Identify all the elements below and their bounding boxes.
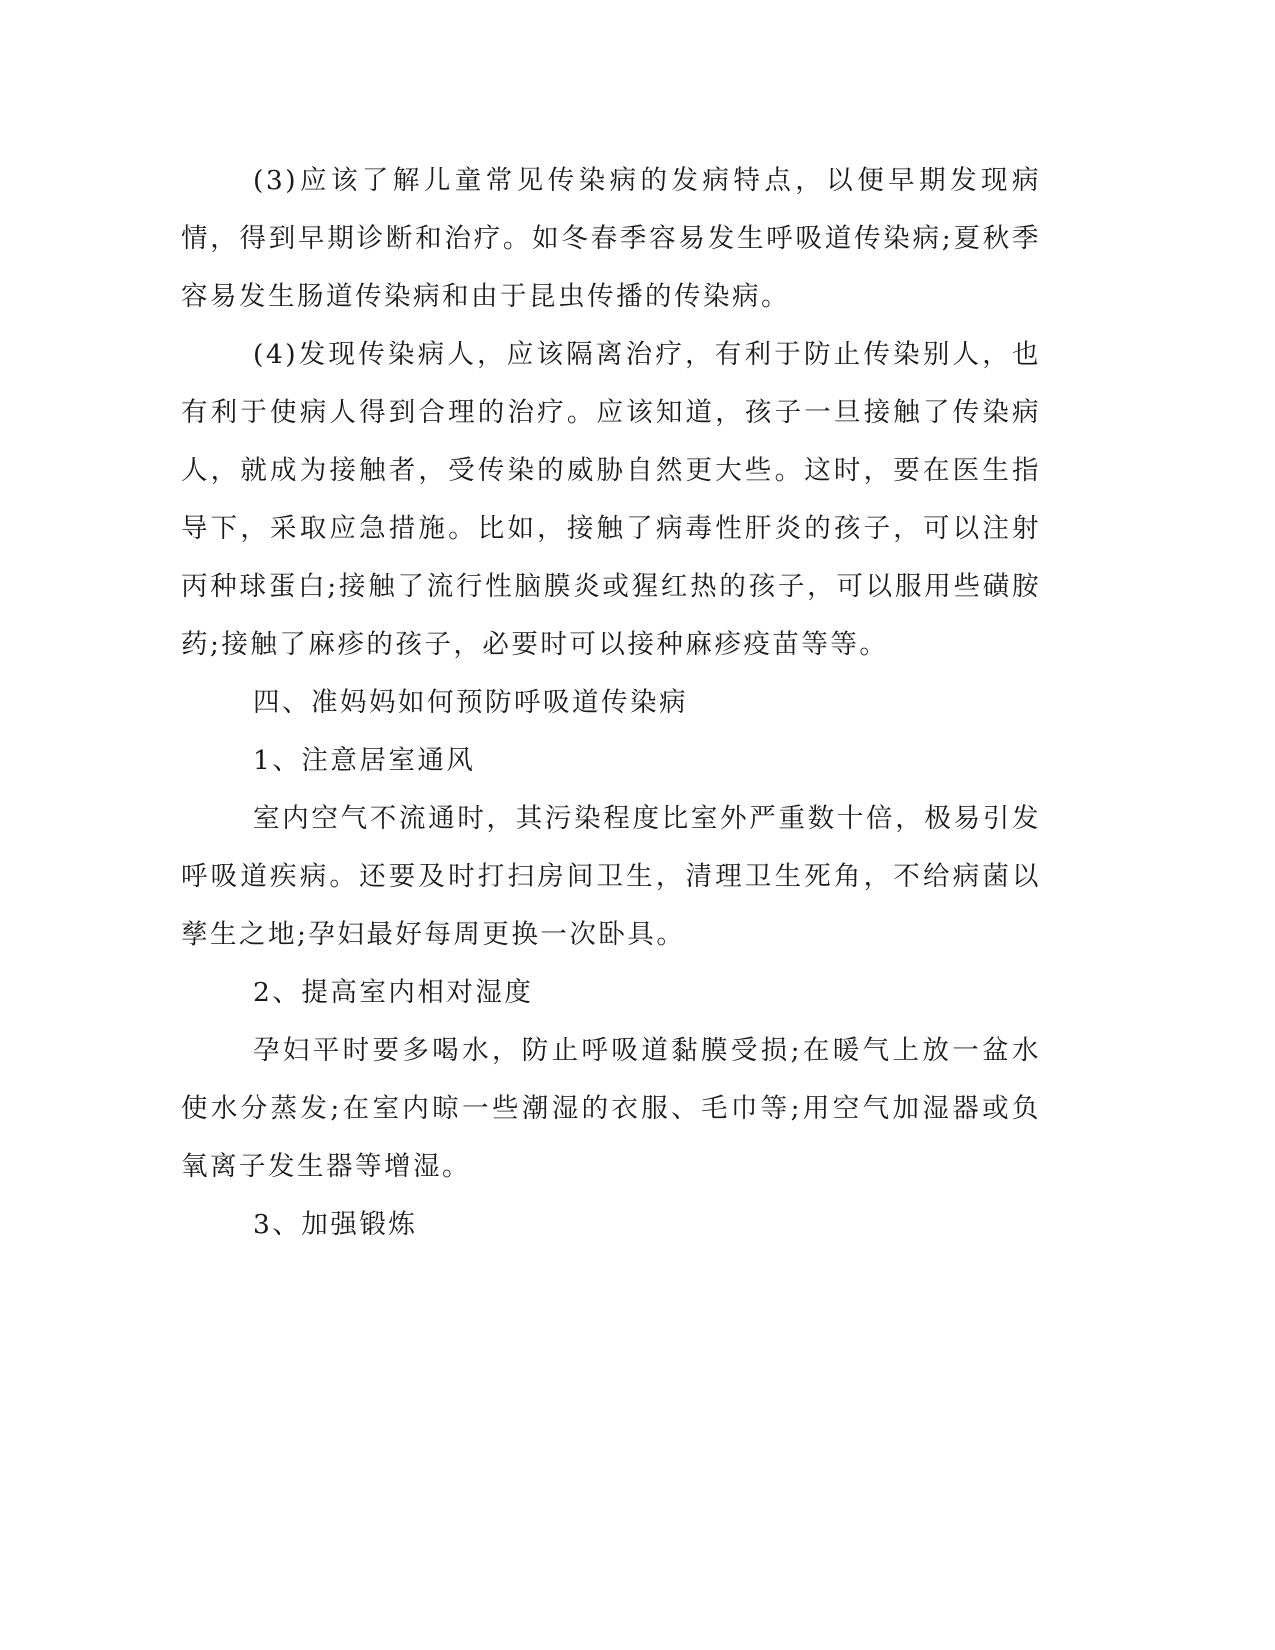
section-heading-prevention: 四、准妈妈如何预防呼吸道传染病 <box>253 687 688 718</box>
paragraph-ventilation: 室内空气不流通时，其污染程度比室外严重数十倍，极易引发呼吸道疾病。还要及时打扫房间卫生，清理卫生死角，不给病菌以孳生之地;孕妇最好每周更换一次卧具。 <box>181 803 1041 950</box>
document-page <box>181 152 1041 1254</box>
subheading-ventilation: 1、注意居室通风 <box>253 745 476 776</box>
subheading-exercise: 3、加强锻炼 <box>253 1209 418 1240</box>
paragraph-item-4: (4)发现传染病人，应该隔离治疗，有利于防止传染别人，也有利于使病人得到合理的治疗。应该知道，孩子一旦接触了传染病人，就成为接触者，受传染的威胁自然更大些。这时，要在医生指导下，采取应急措施。比如，接触了病毒性肝炎的孩子，可以注射丙种球蛋白;接触了流行性脑膜炎或猩红热的孩子，可以服用些磺胺药;接触了麻疹的孩子，必要时可以接种麻疹疫苗等等。 <box>181 339 1041 660</box>
paragraph-item-3: (3)应该了解儿童常见传染病的发病特点，以便早期发现病情，得到早期诊断和治疗。如冬春季容易发生呼吸道传染病;夏秋季容易发生肠道传染病和由于昆虫传播的传染病。 <box>181 165 1041 312</box>
paragraph-humidity: 孕妇平时要多喝水，防止呼吸道黏膜受损;在暖气上放一盆水使水分蒸发;在室内晾一些潮湿的衣服、毛巾等;用空气加湿器或负氧离子发生器等增湿。 <box>181 1035 1041 1182</box>
subheading-humidity: 2、提高室内相对湿度 <box>253 977 534 1008</box>
